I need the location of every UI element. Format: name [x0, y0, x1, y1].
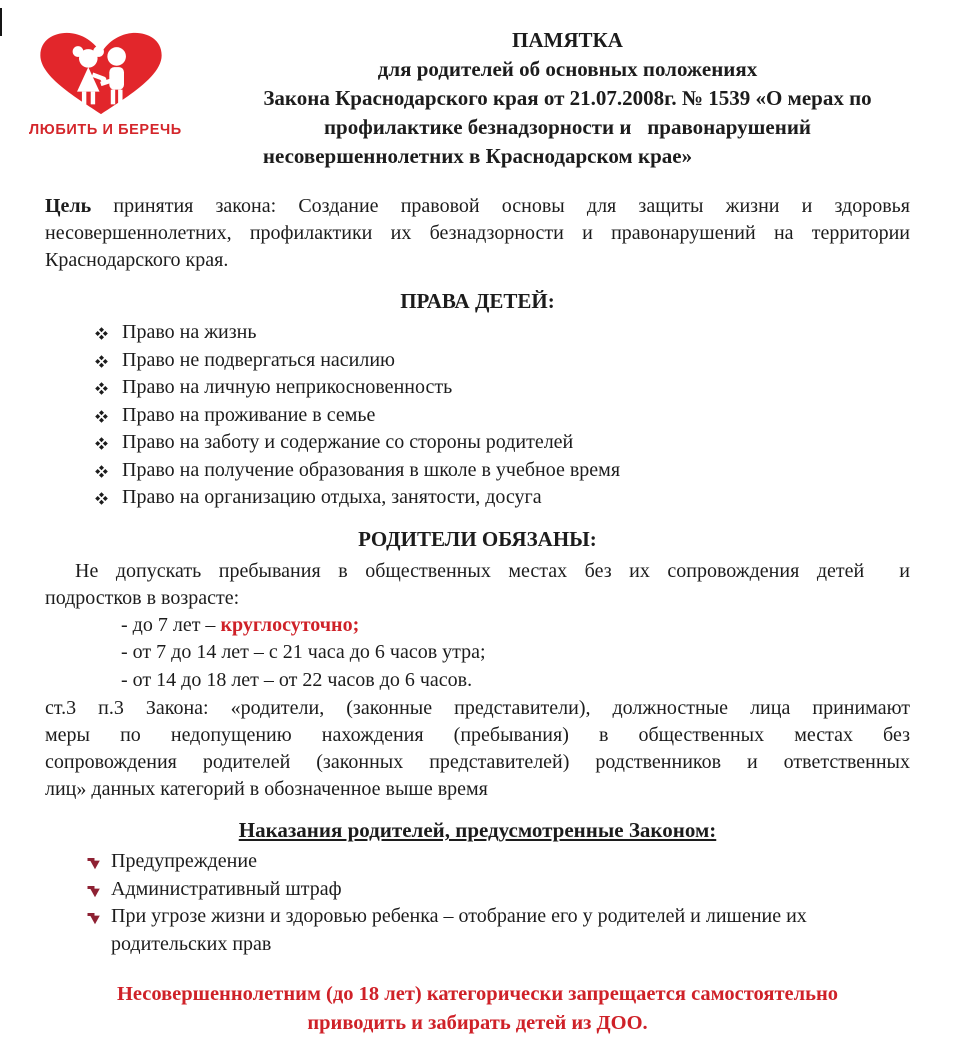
header	[29, 26, 910, 171]
logo	[25, 30, 225, 138]
curfew-under-7-highlight: круглосуточно;	[220, 613, 360, 636]
curfew-schedule	[121, 612, 910, 695]
goal-lead-word: Цель	[45, 195, 92, 217]
diamond-bullet-icon	[95, 382, 108, 395]
logo-caption: ЛЮБИТЬ И БЕРЕЧЬ	[29, 122, 182, 138]
diamond-bullet-icon	[95, 410, 108, 423]
rights-heading: ПРАВА ДЕТЕЙ:	[400, 289, 555, 313]
punishments-list	[87, 848, 910, 958]
curfew-under-7-prefix: - до 7 лет –	[121, 613, 216, 636]
goal-line-1	[45, 193, 910, 220]
diamond-bullet-icon	[95, 437, 108, 450]
law-clause-line-4: лиц» данных категорий в обозначенное выше время	[45, 778, 488, 800]
law-clause-line-3: сопровождения родителей (законных представителей) родственников и ответственных	[45, 751, 910, 773]
scan-edge-artifact	[0, 8, 2, 36]
curfew-14-to-18: - от 14 до 18 лет – от 22 часов до 6 часов.	[121, 668, 473, 691]
rights-item-text: Право на проживание в семье	[122, 403, 376, 426]
punishment-item-text: Предупреждение	[111, 850, 257, 872]
arrow-bullet-icon	[87, 883, 101, 898]
rights-item-text: Право не подвергаться насилию	[122, 348, 395, 371]
rights-item	[95, 402, 910, 430]
arrow-bullet-icon	[87, 910, 101, 925]
punishment-item-text: При угрозе жизни и здоровью ребенка – отобрание его у родителей и лишение их родительских прав	[111, 905, 807, 955]
prohibition-warning	[45, 980, 910, 1038]
punishment-item	[87, 876, 910, 904]
goal-line-3: Краснодарского края.	[45, 249, 229, 271]
rights-item	[95, 319, 910, 347]
curfew-7-to-14: - от 7 до 14 лет – с 21 часа до 6 часов утра;	[121, 641, 486, 663]
duties-heading: РОДИТЕЛИ ОБЯЗАНЫ:	[358, 526, 597, 551]
law-clause-line-2: меры по недопущению нахождения (пребывания) в общественных местах без	[45, 724, 910, 746]
title-line-5: несовершеннолетних в Краснодарском крае»	[262, 144, 693, 168]
goal-line-2: несовершеннолетних, профилактики их безнадзорности и правонарушений на территории	[45, 222, 910, 244]
duties-line-2: подростков в возрасте:	[45, 586, 240, 609]
rights-item-text: Право на организацию отдыха, занятости, досуга	[122, 486, 542, 508]
punishments-heading: Наказания родителей, предусмотренные Законом:	[238, 818, 717, 842]
goal-line-1-rest: принятия закона: Создание правовой основы для защиты жизни и здоровья	[113, 195, 910, 217]
law-clause-paragraph	[45, 695, 910, 803]
heart-children-icon	[31, 30, 171, 120]
duties-line-1: Не допускать пребывания в общественных местах без их сопровождения детей и	[75, 559, 910, 582]
title-line-4: профилактике безнадзорности и правонарушений	[323, 115, 812, 139]
punishment-item	[87, 848, 910, 876]
rights-item	[95, 374, 910, 402]
goal-paragraph	[45, 193, 910, 274]
curfew-under-7	[121, 612, 910, 640]
rights-item-text: Право на жизнь	[122, 321, 257, 343]
title-line-1: ПАМЯТКА	[512, 28, 623, 52]
rights-item	[95, 457, 910, 485]
duties-paragraph	[45, 558, 910, 612]
title-line-3: Закона Краснодарского края от 21.07.2008г. № 1539 «О мерах по	[263, 86, 872, 110]
title-line-2: для родителей об основных положениях	[377, 57, 758, 81]
warning-line-2: приводить и забирать детей из ДОО.	[307, 1012, 648, 1034]
rights-item	[95, 429, 910, 457]
punishment-item	[87, 903, 910, 958]
diamond-bullet-icon	[95, 327, 108, 340]
rights-list	[95, 319, 910, 512]
arrow-bullet-icon	[87, 855, 101, 870]
diamond-bullet-icon	[95, 492, 108, 505]
law-clause-line-1: ст.3 п.3 Закона: «родители, (законные представители), должностные лица принимают	[45, 697, 910, 719]
rights-item-text: Право на личную неприкосновенность	[122, 376, 453, 398]
diamond-bullet-icon	[95, 465, 108, 478]
rights-item	[95, 347, 910, 375]
warning-line-1: Несовершеннолетним (до 18 лет) категорически запрещается самостоятельно	[116, 983, 839, 1005]
rights-item-text: Право на получение образования в школе в учебное время	[122, 458, 621, 481]
rights-item	[95, 484, 910, 512]
diamond-bullet-icon	[95, 355, 108, 368]
rights-item-text: Право на заботу и содержание со стороны родителей	[122, 431, 574, 453]
punishment-item-text: Административный штраф	[111, 877, 342, 900]
